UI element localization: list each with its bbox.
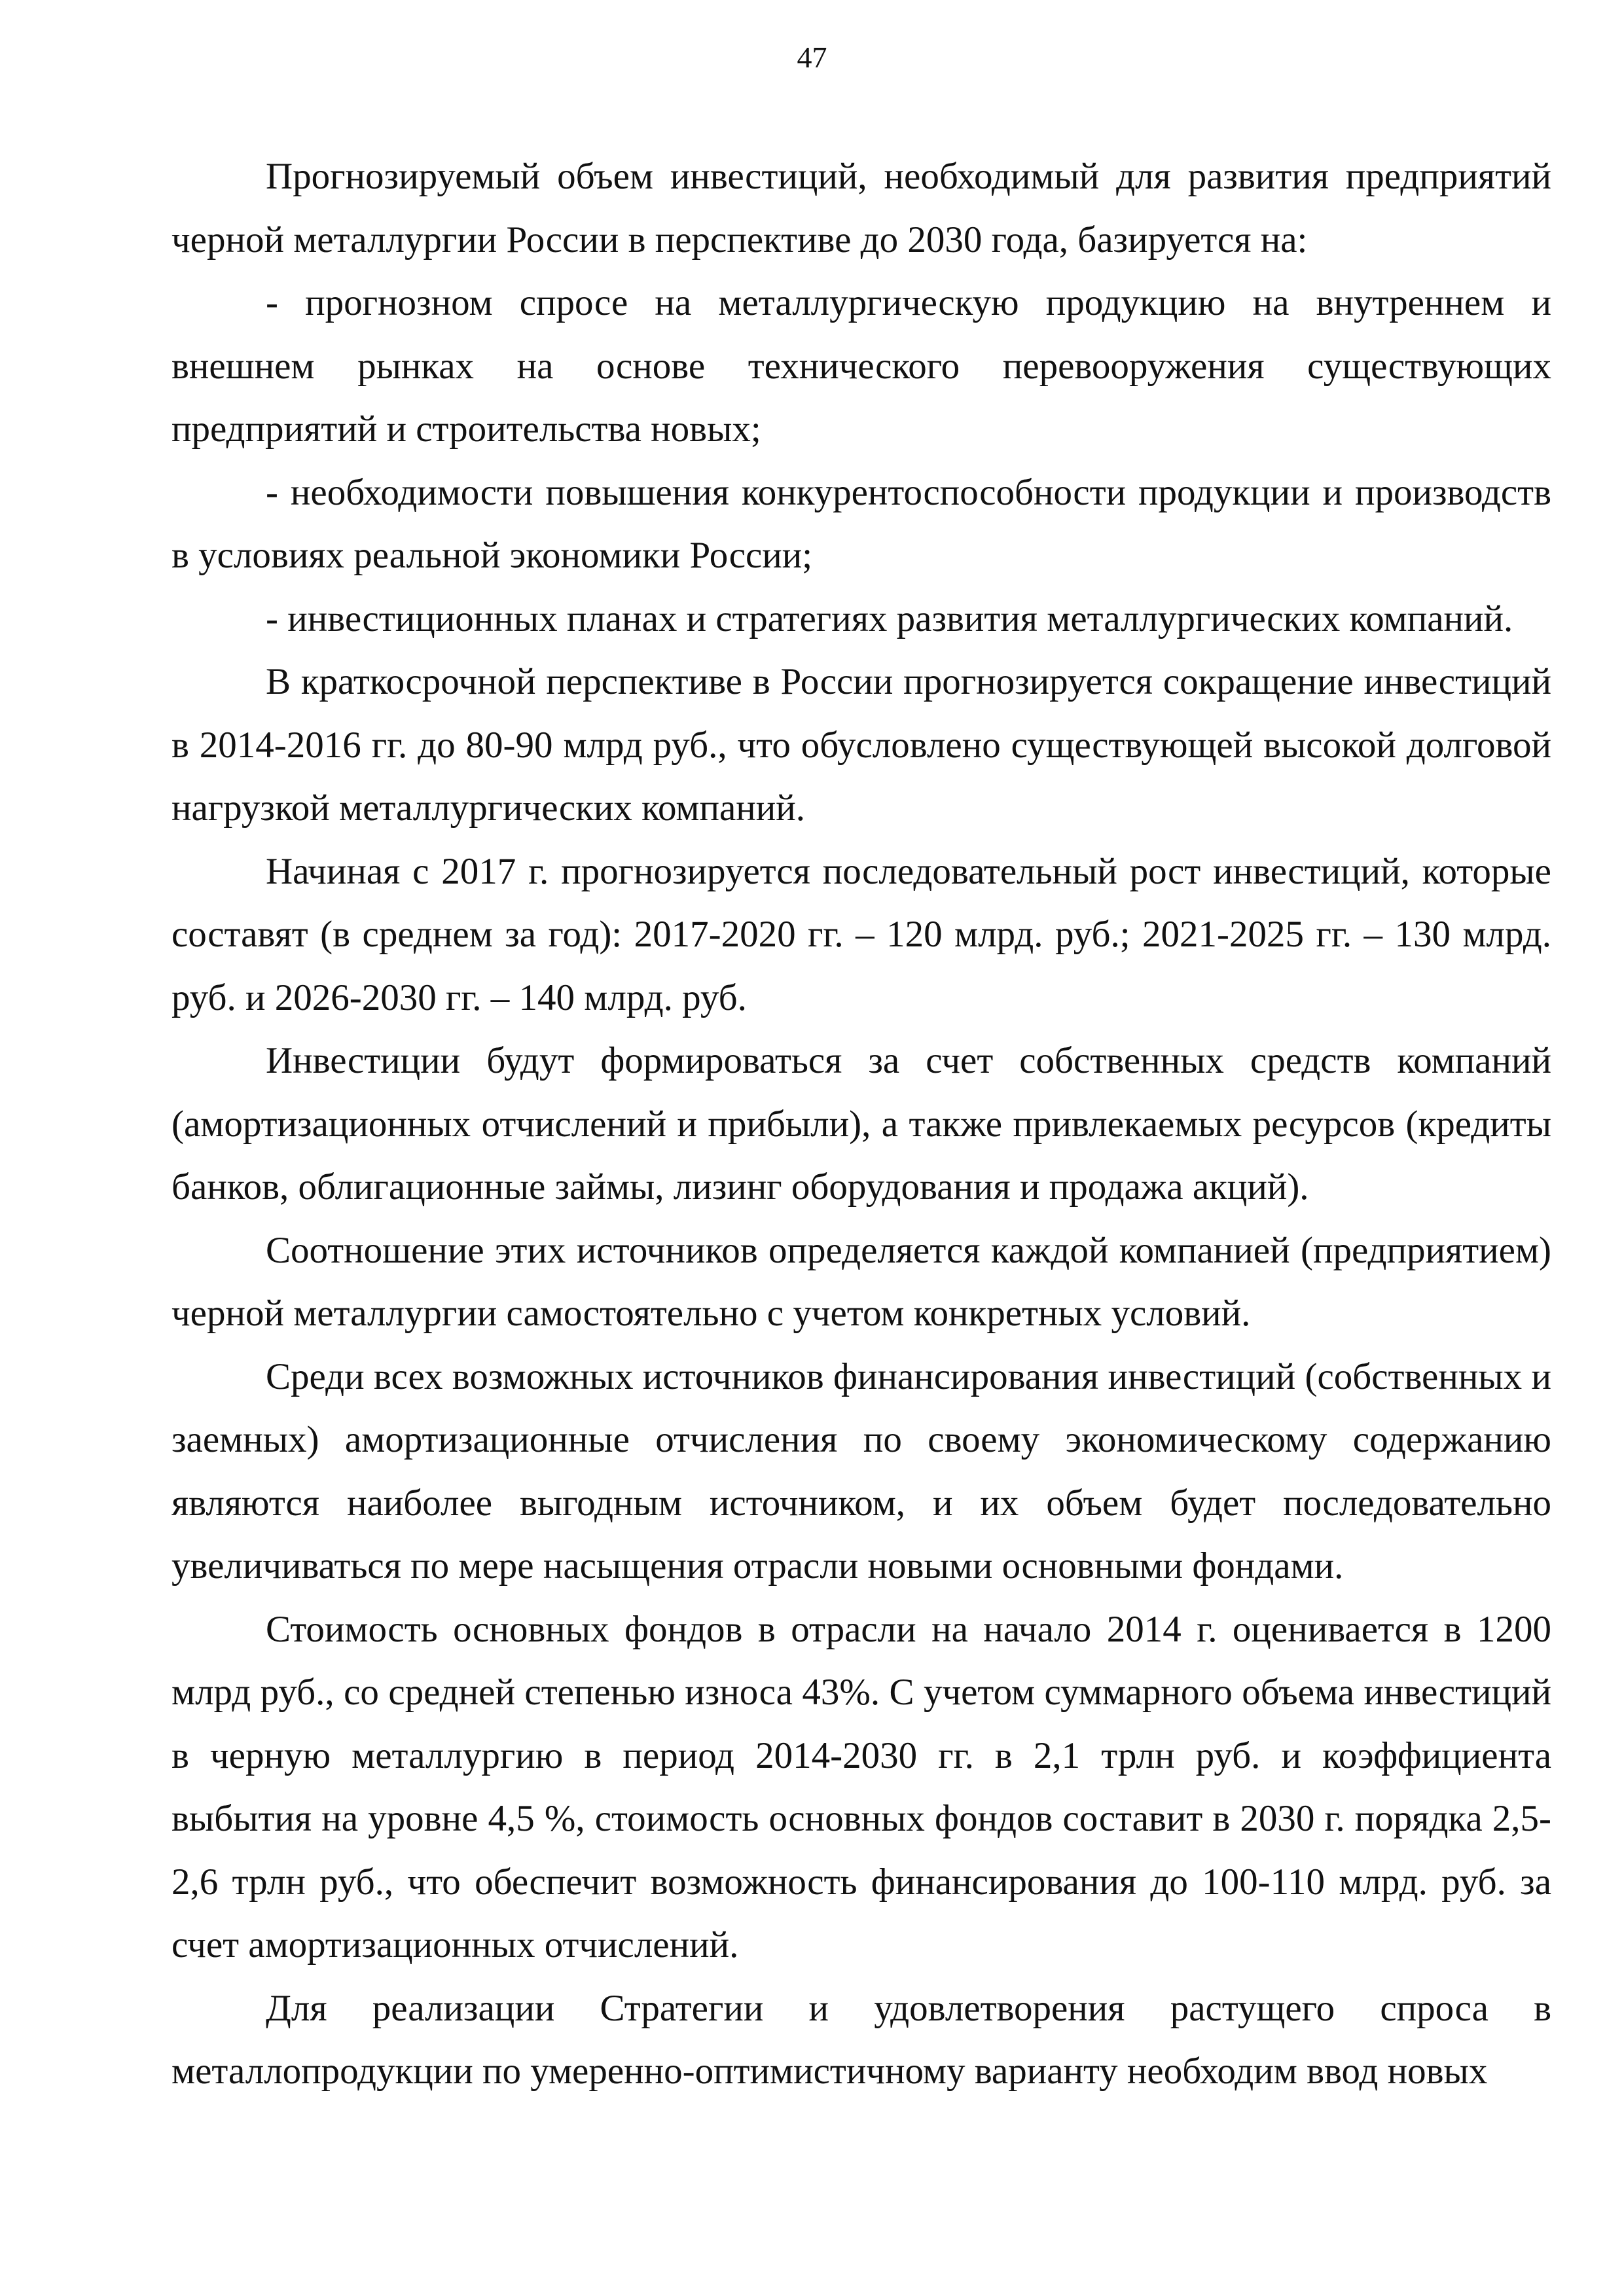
paragraph-strategy-implementation: Для реализации Стратегии и удовлетворения растущего спроса в металлопродукции по умеренно-оптимистичному варианту необходим ввод новых bbox=[171, 1987, 1551, 2092]
paragraph-fixed-assets: Стоимость основных фондов в отрасли на начало 2014 г. оценивается в 1200 млрд руб., со средней степенью износа 43%. С учетом суммарного объема инвестиций в черную металлургию в период 2014-2030 гг. в 2,1 трлн руб. и коэффициента выбытия на уровне 4,5 %, стоимость основных фондов составит в 2030 г. порядка 2,5-2,6 трлн руб., что обеспечит возможность финансирования до 100-110 млрд. руб. за счет амортизационных отчислений. bbox=[171, 1608, 1551, 1965]
page-number: 47 bbox=[797, 41, 827, 74]
document-body bbox=[171, 145, 1551, 2104]
paragraph-bullet-demand: - прогнозном спросе на металлургическую продукцию на внутреннем и внешнем рынках на основе технического перевооружения существующих предприятий и строительства новых; bbox=[171, 282, 1551, 450]
paragraph-depreciation: Среди всех возможных источников финансирования инвестиций (собственных и заемных) амортизационные отчисления по своему экономическому содержанию являются наиболее выгодным источником, и их объем будет последовательно увеличиваться по мере насыщения отрасли новыми основными фондами. bbox=[171, 1355, 1551, 1587]
paragraph-source-ratio: Соотношение этих источников определяется каждой компанией (предприятием) черной металлургии самостоятельно с учетом конкретных условий. bbox=[171, 1229, 1551, 1334]
paragraph-investment-forecast-intro: Прогнозируемый объем инвестиций, необходимый для развития предприятий черной металлургии России в перспективе до 2030 года, базируется на: bbox=[171, 156, 1551, 260]
paragraph-growth-from-2017: Начиная с 2017 г. прогнозируется последовательный рост инвестиций, которые составят (в среднем за год): 2017-2020 гг. – 120 млрд. руб.; 2021-2025 гг. – 130 млрд. руб. и 2026-2030 гг. – 140 млрд. руб. bbox=[171, 850, 1551, 1018]
paragraph-short-term: В краткосрочной перспективе в России прогнозируется сокращение инвестиций в 2014-2016 гг. до 80-90 млрд руб., что обусловлено существующей высокой долговой нагрузкой металлургических компаний. bbox=[171, 661, 1551, 829]
paragraph-bullet-competitiveness: - необходимости повышения конкурентоспособности продукции и производств в условиях реальной экономики России; bbox=[171, 471, 1551, 576]
paragraph-funding-sources: Инвестиции будут формироваться за счет собственных средств компаний (амортизационных отчислений и прибыли), а также привлекаемых ресурсов (кредиты банков, облигационные займы, лизинг оборудования и продажа акций). bbox=[171, 1040, 1551, 1208]
paragraph-bullet-company-plans: - инвестиционных планах и стратегиях развития металлургических компаний. bbox=[266, 598, 1513, 639]
